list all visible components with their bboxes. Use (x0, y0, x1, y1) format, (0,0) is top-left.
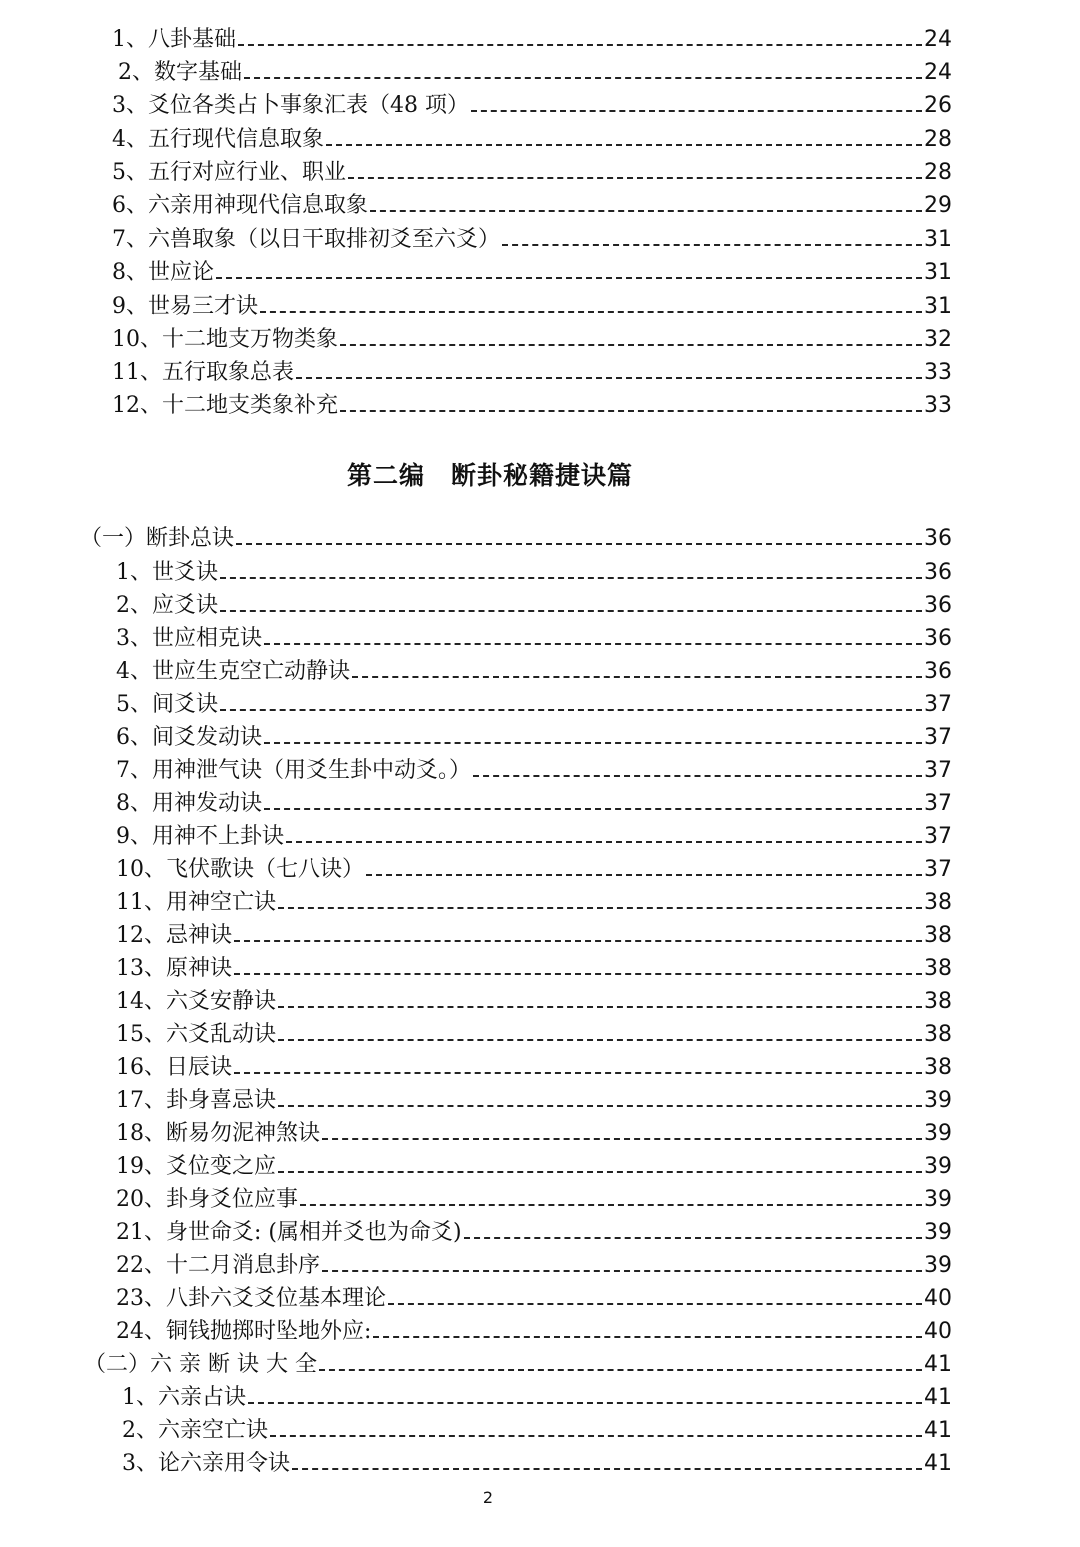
dot-leader (270, 1435, 922, 1437)
toc-entry-title: 8、用神发动诀 (116, 791, 262, 816)
toc-entry-page: 36 (924, 526, 952, 551)
toc-entry (116, 654, 952, 686)
toc-entry (112, 122, 952, 154)
toc-entry-title: 21、身世命爻: (属相并爻也为命爻) (116, 1220, 462, 1245)
dot-leader (348, 177, 922, 179)
toc-entry-page: 28 (924, 127, 952, 152)
toc-entry-page: 41 (924, 1352, 952, 1377)
toc-entry (116, 885, 952, 917)
toc-entry-title: 3、论六亲用令诀 (122, 1451, 290, 1476)
dot-leader (278, 1105, 922, 1107)
toc-entry (116, 555, 952, 587)
dot-leader (286, 841, 922, 843)
toc-entry (116, 918, 952, 950)
dot-leader (234, 1072, 922, 1074)
toc-entry-title: 14、六爻安静诀 (116, 989, 276, 1014)
toc-entry-page: 31 (924, 260, 952, 285)
toc-entry-page: 33 (924, 393, 952, 418)
dot-leader (296, 377, 922, 379)
dot-leader (352, 676, 922, 678)
toc-entry (116, 1083, 952, 1115)
toc-entry-page: 38 (924, 890, 952, 915)
dot-leader (322, 1138, 922, 1140)
toc-group-heading (84, 1347, 952, 1379)
toc-entry-title: 17、卦身喜忌诀 (116, 1088, 276, 1113)
toc-entry-title: 1、八卦基础 (112, 27, 236, 52)
toc-entry-title: 7、六兽取象（以日干取排初爻至六爻） (112, 227, 500, 252)
toc-entry (112, 255, 952, 287)
toc-entry-page: 24 (924, 60, 952, 85)
toc-entry-page: 36 (924, 560, 952, 585)
dot-leader (264, 742, 922, 744)
toc-entry-page: 32 (924, 327, 952, 352)
dot-leader (278, 907, 922, 909)
dot-leader (220, 610, 922, 612)
dot-leader (248, 1402, 922, 1404)
toc-entry-title: 5、间爻诀 (116, 692, 218, 717)
toc-entry-title: 9、用神不上卦诀 (116, 824, 284, 849)
toc-entry-page: 38 (924, 989, 952, 1014)
toc-entry (122, 1413, 952, 1445)
toc-entry (116, 1017, 952, 1049)
toc-entry-title: 11、五行取象总表 (112, 360, 294, 385)
toc-entry-page: 39 (924, 1088, 952, 1113)
dot-leader (278, 1039, 922, 1041)
toc-entry-title: 13、原神诀 (116, 956, 232, 981)
toc-entry-title: 2、六亲空亡诀 (122, 1418, 268, 1443)
dot-leader (244, 77, 922, 79)
toc-entry-page: 24 (924, 27, 952, 52)
toc-entry (116, 753, 952, 785)
toc-entry-title: 6、六亲用神现代信息取象 (112, 193, 368, 218)
toc-entry (116, 1248, 952, 1280)
toc-entry-page: 36 (924, 626, 952, 651)
toc-entry-page: 26 (924, 93, 952, 118)
toc-entry-page: 39 (924, 1220, 952, 1245)
dot-leader (340, 344, 922, 346)
dot-leader (300, 1204, 922, 1206)
dot-leader (319, 1369, 922, 1371)
dot-leader (473, 775, 922, 777)
toc-entry-page: 39 (924, 1154, 952, 1179)
toc-entry (116, 1116, 952, 1148)
dot-leader (292, 1468, 922, 1470)
toc-entry-title: 22、十二月消息卦序 (116, 1253, 320, 1278)
toc-entry-page: 38 (924, 923, 952, 948)
toc-entry-title: 24、铜钱抛掷时坠地外应: (116, 1319, 372, 1344)
toc-entry-title: 2、数字基础 (118, 60, 242, 85)
toc-group-heading (80, 521, 952, 553)
toc-entry-title: 2、应爻诀 (116, 593, 218, 618)
dot-leader (471, 110, 922, 112)
toc-entry-title: 7、用神泄气诀（用爻生卦中动爻。） (116, 758, 471, 783)
toc-entry-title: 10、飞伏歌诀（七八诀） (116, 857, 364, 882)
toc-entry-title: 20、卦身爻位应事 (116, 1187, 298, 1212)
toc-entry-title: 16、日辰诀 (116, 1055, 232, 1080)
dot-leader (278, 1171, 922, 1173)
dot-leader (234, 940, 922, 942)
toc-entry-page: 40 (924, 1286, 952, 1311)
dot-leader (366, 874, 922, 876)
dot-leader (502, 244, 922, 246)
toc-entry (112, 222, 952, 254)
toc-entry-page: 31 (924, 294, 952, 319)
dot-leader (264, 808, 922, 810)
toc-entry-title: 3、世应相克诀 (116, 626, 262, 651)
toc-entry-page: 37 (924, 791, 952, 816)
dot-leader (322, 1270, 922, 1272)
toc-entry-title: 12、十二地支类象补充 (112, 393, 338, 418)
dot-leader (464, 1237, 922, 1239)
toc-entry-page: 37 (924, 824, 952, 849)
toc-entry (116, 720, 952, 752)
section-heading: 第二编 断卦秘籍捷诀篇 (346, 461, 633, 490)
dot-leader (260, 311, 922, 313)
toc-entry-page: 38 (924, 1022, 952, 1047)
toc-entry (116, 984, 952, 1016)
dot-leader (236, 543, 922, 545)
toc-entry-title: 18、断易勿泥神煞诀 (116, 1121, 320, 1146)
toc-entry-page: 41 (924, 1451, 952, 1476)
toc-entry-title: 4、世应生克空亡动静诀 (116, 659, 350, 684)
toc-entry-title: 23、八卦六爻爻位基本理论 (116, 1286, 386, 1311)
toc-entry (116, 588, 952, 620)
toc-entry-title: 8、世应论 (112, 260, 214, 285)
toc-entry (112, 388, 952, 420)
dot-leader (388, 1303, 922, 1305)
toc-entry-page: 38 (924, 956, 952, 981)
toc-entry-page: 37 (924, 857, 952, 882)
toc-entry-page: 41 (924, 1385, 952, 1410)
toc-entry (116, 1281, 952, 1313)
dot-leader (220, 709, 922, 711)
dot-leader (373, 1336, 922, 1338)
toc-entry (116, 687, 952, 719)
dot-leader (238, 44, 922, 46)
toc-entry-page: 41 (924, 1418, 952, 1443)
toc-entry-page: 39 (924, 1121, 952, 1146)
toc-entry-title: 1、六亲占诀 (122, 1385, 246, 1410)
toc-entry-page: 36 (924, 593, 952, 618)
toc-entry-page: 37 (924, 692, 952, 717)
dot-leader (264, 643, 922, 645)
toc-entry (112, 155, 952, 187)
toc-entry (116, 621, 952, 653)
dot-leader (370, 210, 922, 212)
page-number: 2 (482, 1488, 494, 1507)
toc-entry (116, 1149, 952, 1181)
toc-entry-page: 29 (924, 193, 952, 218)
toc-entry-title: 9、世易三才诀 (112, 294, 258, 319)
toc-entry-title: 10、十二地支万物类象 (112, 327, 338, 352)
toc-entry (122, 1446, 952, 1478)
dot-leader (220, 577, 922, 579)
dot-leader (326, 144, 922, 146)
toc-entry-page: 40 (924, 1319, 952, 1344)
toc-entry (112, 188, 952, 220)
toc-entry (116, 819, 952, 851)
toc-entry-title: 4、五行现代信息取象 (112, 127, 324, 152)
toc-entry-title: 6、间爻发动诀 (116, 725, 262, 750)
dot-leader (234, 973, 922, 975)
toc-entry-page: 28 (924, 160, 952, 185)
toc-entry (116, 852, 952, 884)
toc-entry (118, 55, 952, 87)
toc-entry-title: 12、忌神诀 (116, 923, 232, 948)
toc-entry-title: 15、六爻乱动诀 (116, 1022, 276, 1047)
toc-entry-page: 38 (924, 1055, 952, 1080)
toc-entry-page: 39 (924, 1253, 952, 1278)
toc-entry-title: （一）断卦总诀 (80, 526, 235, 551)
toc-entry-page: 36 (924, 659, 952, 684)
toc-entry-title: 19、爻位变之应 (116, 1154, 276, 1179)
toc-entry-page: 33 (924, 360, 952, 385)
toc-entry (116, 1182, 952, 1214)
toc-entry (122, 1380, 952, 1412)
toc-entry-title: （二）六 亲 断 诀 大 全 (84, 1352, 317, 1377)
toc-entry (112, 322, 952, 354)
toc-entry-title: 1、世爻诀 (116, 560, 218, 585)
toc-entry-page: 37 (924, 725, 952, 750)
toc-entry-page: 31 (924, 227, 952, 252)
toc-entry-title: 5、五行对应行业、职业 (112, 160, 346, 185)
dot-leader (216, 277, 922, 279)
toc-entry (112, 355, 952, 387)
toc-entry (116, 1215, 952, 1247)
toc-entry (116, 786, 952, 818)
toc-entry-page: 39 (924, 1187, 952, 1212)
toc-entry (116, 951, 952, 983)
toc-entry (112, 289, 952, 321)
toc-entry-title: 3、爻位各类占卜事象汇表（48 项） (112, 93, 469, 118)
toc-entry (112, 22, 952, 54)
toc-entry (116, 1314, 952, 1346)
toc-entry (116, 1050, 952, 1082)
toc-entry-title: 11、用神空亡诀 (116, 890, 276, 915)
dot-leader (278, 1006, 922, 1008)
toc-entry (112, 88, 952, 120)
dot-leader (340, 410, 922, 412)
toc-entry-page: 37 (924, 758, 952, 783)
